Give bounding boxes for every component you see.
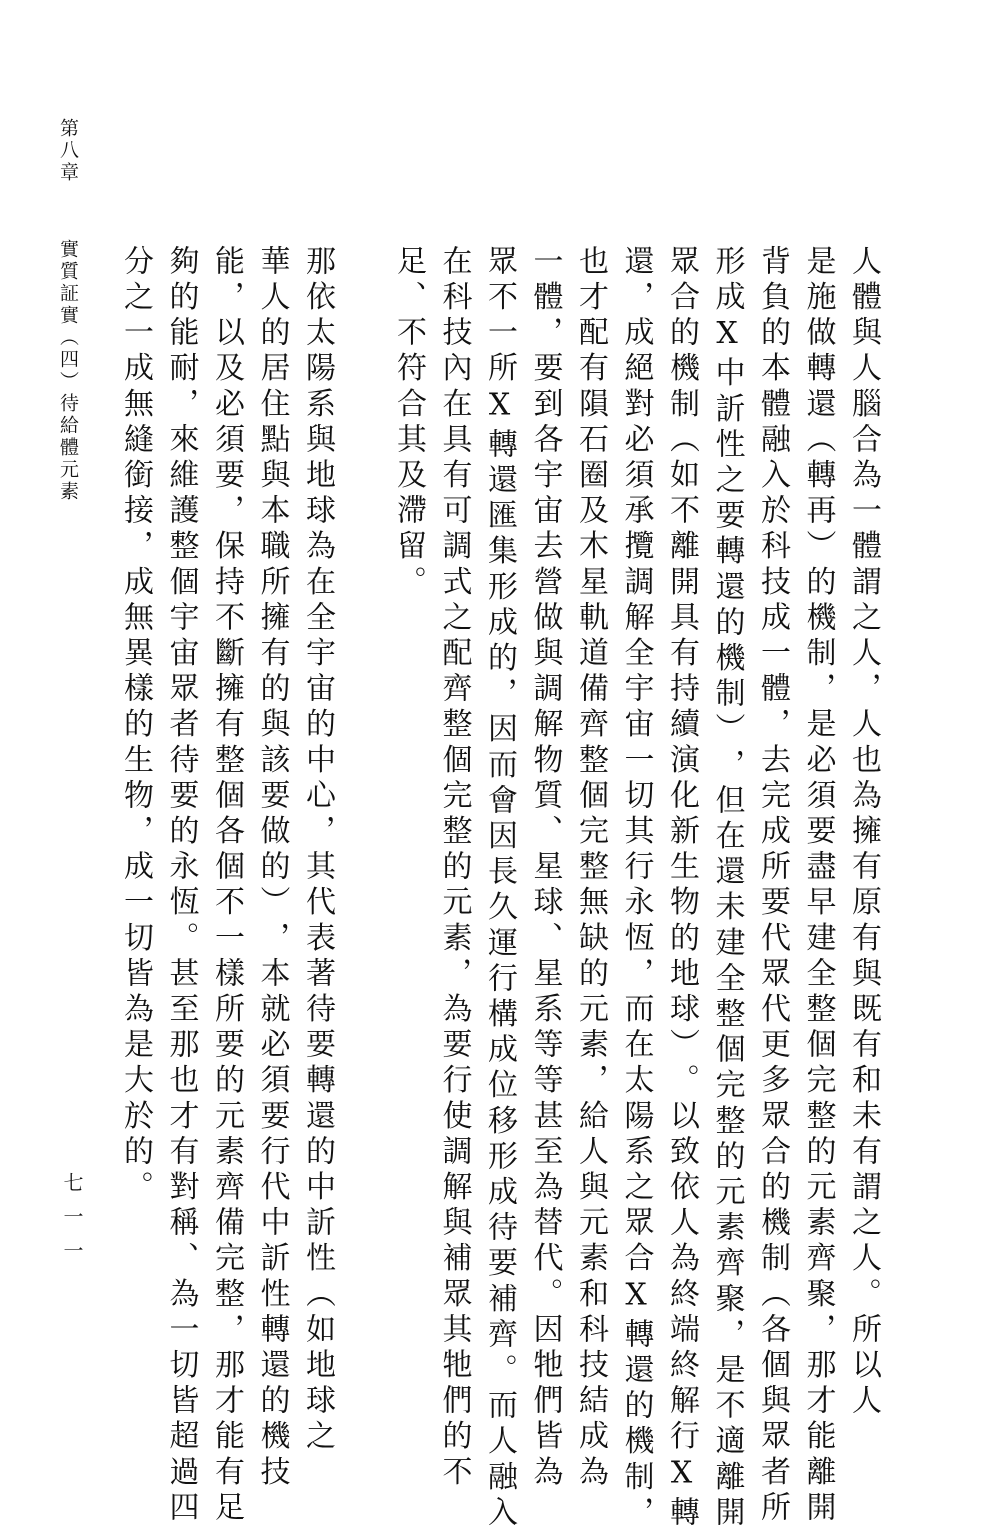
text-line: 眾合的機制︵如不離開具有持續演化新生物的地球︶。以致依人為終端終解行X轉 <box>664 245 699 1532</box>
text-line: 人體與人腦合為一體謂之人，人也為擁有原有與既有和未有謂之人。所以人 <box>846 245 881 1420</box>
chapter-title: 實質証實︵四︶待給體元素 <box>57 239 79 503</box>
paragraph-1 <box>386 215 887 1532</box>
page-number: 七一一 <box>60 1172 84 1274</box>
text-line: 還，成絕對必須承攬調解全宇宙一切其行永恆，而在太陽系之眾合X轉還的機制， <box>618 245 654 1532</box>
text-line: 夠的能耐，來維護整個宇宙眾者待要的永恆。甚至那也才有對稱、為一切皆超過四 <box>163 245 199 1527</box>
text-line: 一體，要到各宇宙去營做與調解物質、星球、星系等等甚至為替代。因牠們皆為 <box>527 245 563 1491</box>
text-line: 在科技內在具有可調式之配齊整個完整的元素，為要行使調解與補眾其牠們的不 <box>436 245 472 1491</box>
text-line: 華人的居住點與本職所擁有的與該要做的︶，本就必須要行代中訢性轉還的機技 <box>254 245 290 1491</box>
text-line: 是施做轉還︵轉再︶的機制，是必須要盡早建全整個完整的元素齊聚，那才能離開 <box>800 245 836 1527</box>
paragraph-2 <box>113 215 341 1527</box>
text-line: 背負的本體融入於科技成一體，去完成所要代眾代更多眾合的機制︵各個與眾者所 <box>755 245 790 1527</box>
body-text <box>118 215 886 1532</box>
text-line: 能，以及必須要，保持不斷擁有整個各個不一樣所要的元素齊備完整，那才能有足 <box>209 245 244 1527</box>
text-line: 也才配有隕石圈及木星軌道備齊整個完整無缺的元素，給人與元素和科技結成為 <box>573 245 608 1491</box>
text-line: 眾不一所X轉還匯集形成的，因而會因長久運行構成位移形成待要補齊。而人融入 <box>482 245 517 1532</box>
text-line: 分之一成無縫銜接，成無異樣的生物，成一切皆為是大於的。 <box>118 245 153 1207</box>
running-header <box>58 118 77 503</box>
chapter-label: 第八章 <box>57 118 79 184</box>
text-line: 足、不符合其及滯留。 <box>391 245 426 601</box>
text-line: 那依太陽系與地球為在全宇宙的中心，其代表著待要轉還的中訢性︵如地球之 <box>300 245 335 1456</box>
text-line: 形成X中訢性之要轉還的機制︶，但在還未建全整個完整的元素齊聚，是不適離開 <box>709 245 745 1532</box>
